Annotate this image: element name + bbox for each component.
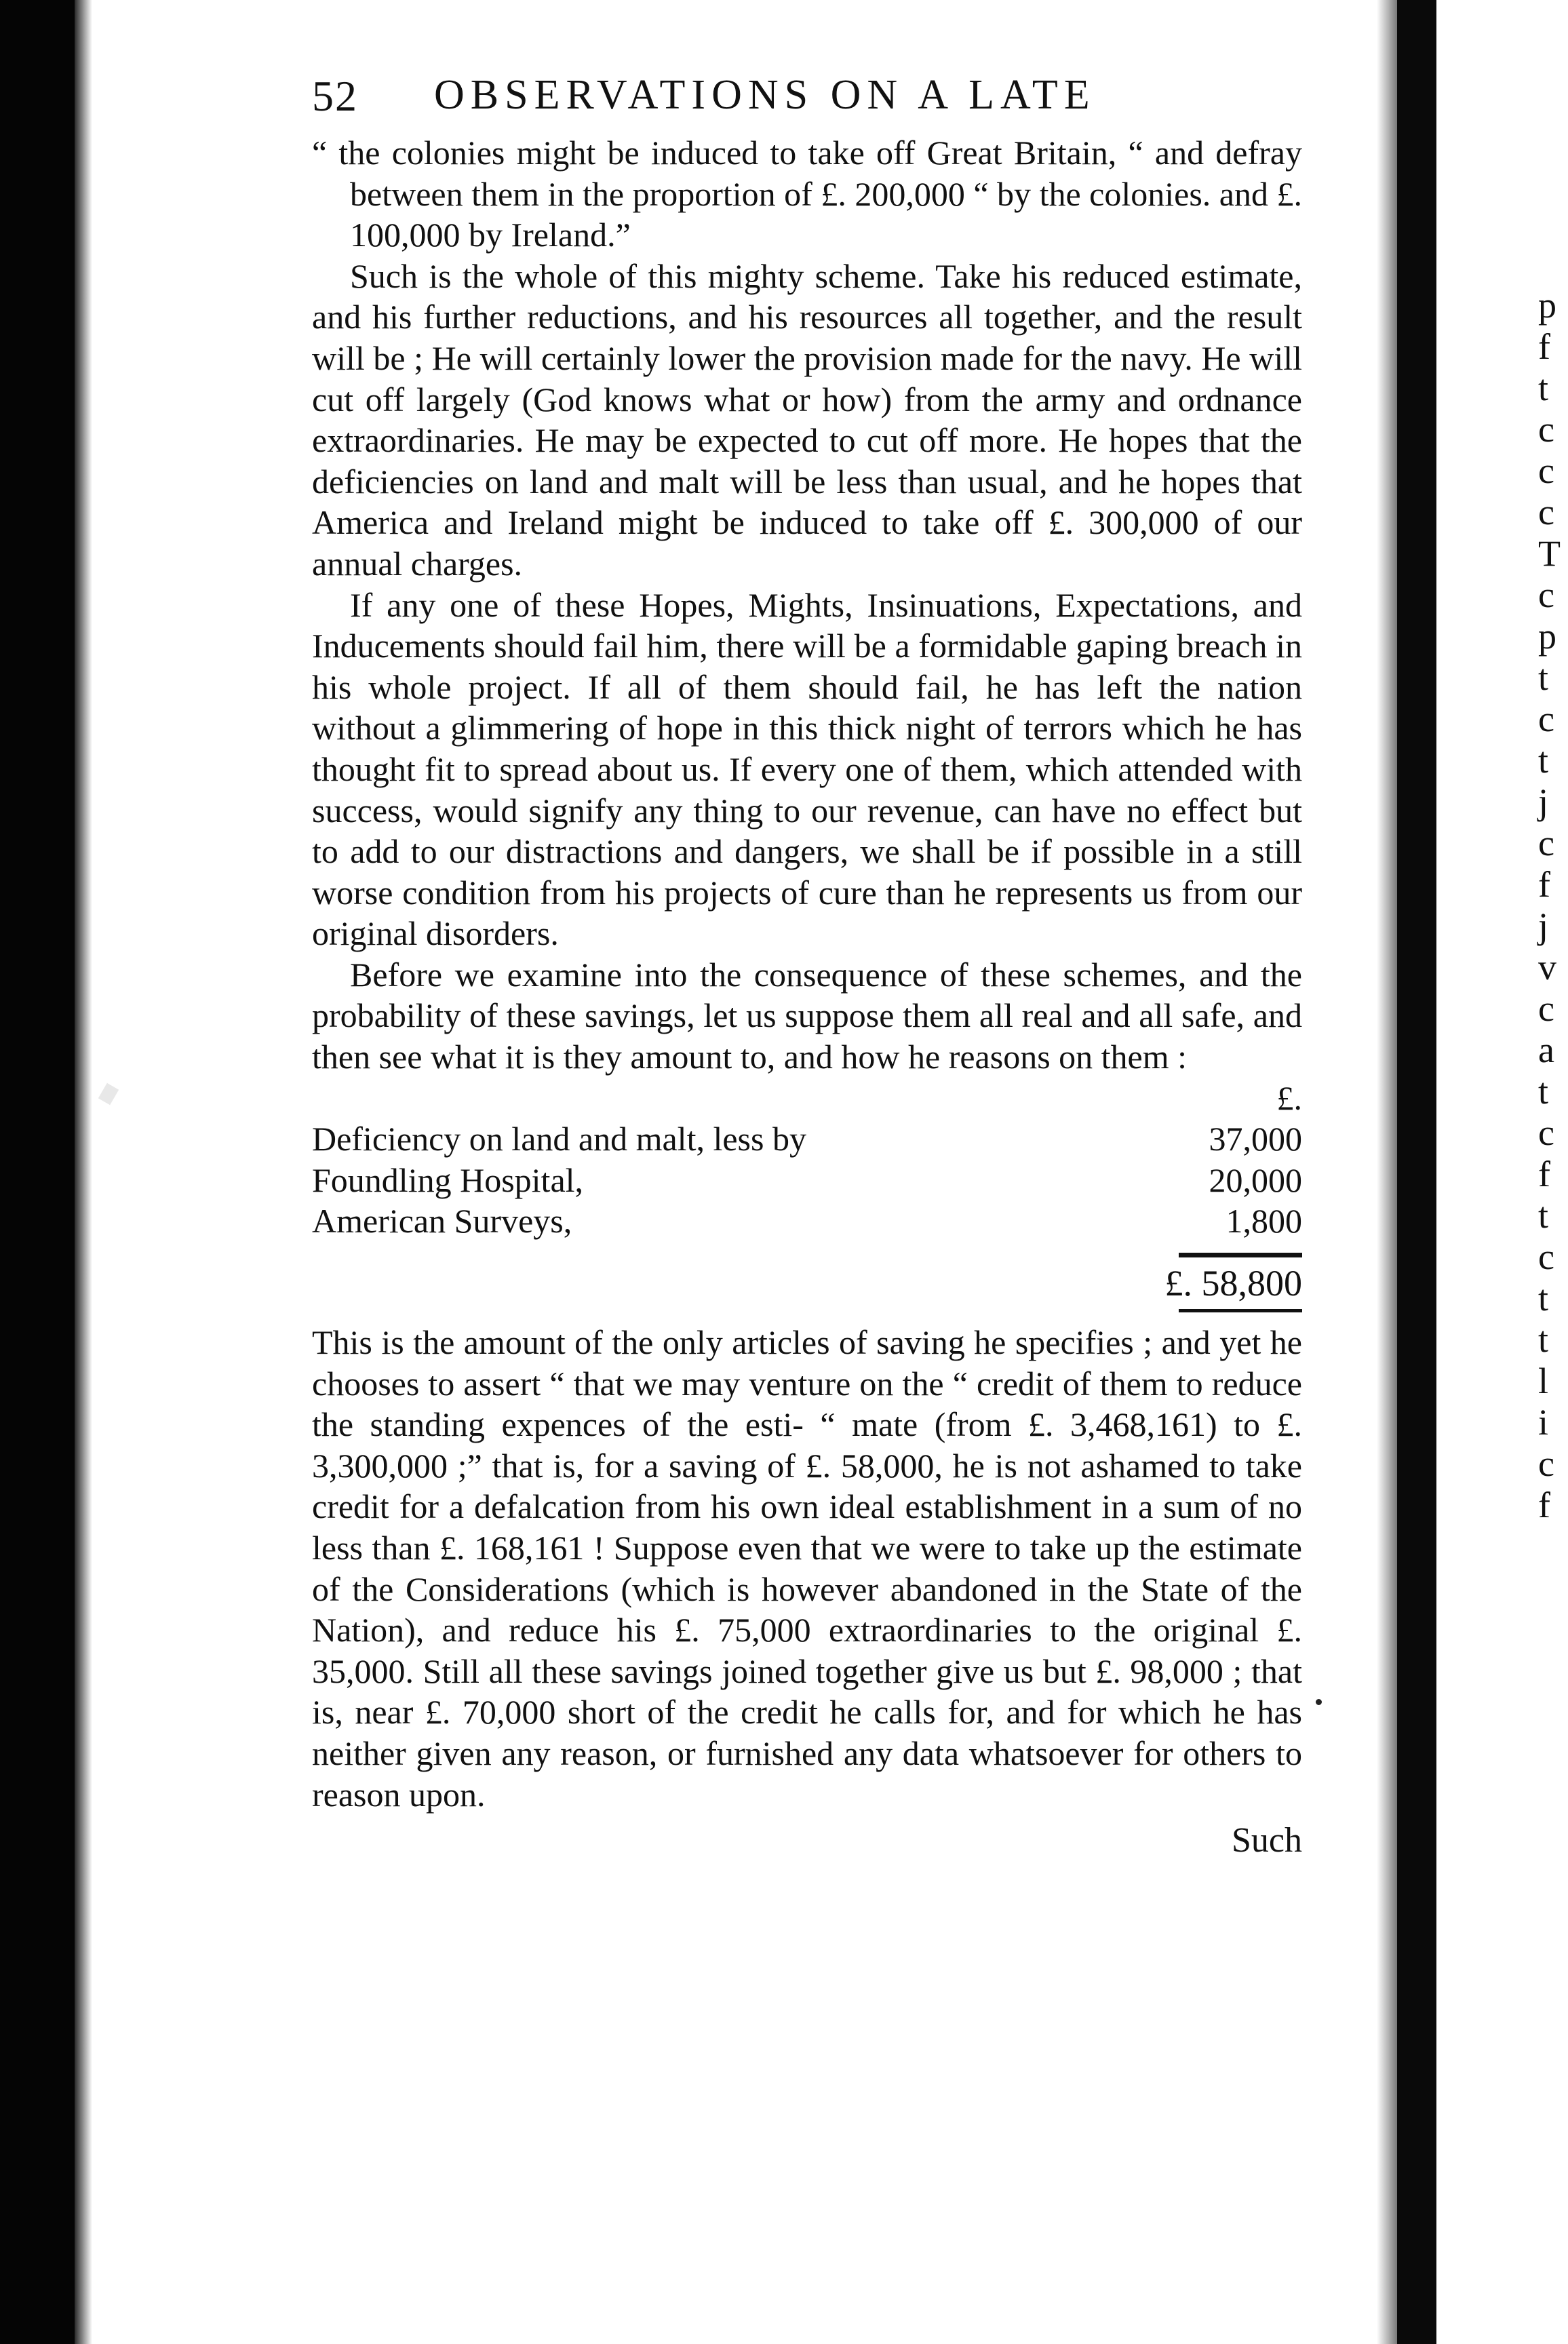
scan-left-margin-fade	[75, 0, 92, 2344]
facing-page-letter: c	[1538, 409, 1554, 450]
facing-page-letter: t	[1538, 1195, 1549, 1236]
facing-page-letter: v	[1538, 947, 1556, 988]
facing-page-letter: f	[1538, 864, 1550, 905]
facing-page-letter: t	[1538, 657, 1549, 698]
savings-row-amount: 20,000	[1209, 1160, 1302, 1199]
paper-mark	[98, 1083, 119, 1106]
savings-total: £. 58,800	[1164, 1263, 1302, 1304]
paragraph-amount-of-articles: This is the amount of the only articles of saving he specifies ; and yet he chooses to assert “ that we may venture on the “ credit of them to reduce the standing expences of the esti- “ mate (from £. 3,468,161) to £. 3,300,000 ;” that is, for a saving of £. 58,000, he is not ashamed to take credit for a defalcation from his own ideal establishment in a sum of no less than £. 168,161 ! Suppose even that we were to take up the estimate of the Considerations (which is however abandoned in the State of the Nation), and reduce his £. 75,000 extraordinaries to the original £. 35,000. Still all these savings joined together give us but £. 98,000 ; that is, near £. 70,000 short of the credit he calls for, and for which he has neither given any reason, or furnished any data whatsoever for others to reason upon.	[312, 1323, 1302, 1814]
facing-page-letter: f	[1538, 326, 1550, 367]
facing-page-letter: j	[1538, 781, 1549, 822]
facing-page-letter: l	[1538, 1361, 1549, 1401]
facing-page-letter: c	[1538, 450, 1554, 491]
facing-page-letter: c	[1538, 492, 1554, 532]
facing-page-letter: c	[1538, 988, 1554, 1029]
paragraph-mighty-scheme: Such is the whole of this mighty scheme. Take his reduced estimate, and his further reductions, and his resources all together, and the result will be ; He will certainly lower the provision made for the navy. He will cut off largely (God knows what or how) from the army and ordnance extraordinaries. He may be expected to cut off more. He hopes that the deficiencies on land and malt will be less than usual, and he hopes that America and Ireland might be induced to take off £. 300,000 of our annual charges.	[312, 256, 1302, 583]
facing-page-letter: f	[1538, 1485, 1550, 1525]
page-header	[312, 71, 1302, 132]
facing-page-letter: c	[1538, 574, 1554, 615]
savings-row	[312, 1160, 1302, 1201]
savings-row-label: Deficiency on land and malt, less by	[312, 1120, 806, 1158]
page-number: 52	[312, 72, 358, 120]
savings-table-unit-row	[312, 1078, 1302, 1119]
facing-page-letter: c	[1538, 1236, 1554, 1277]
binding-gutter	[1397, 0, 1436, 2344]
binding-gutter-fade	[1377, 0, 1397, 2344]
facing-page-letter: c	[1538, 823, 1554, 863]
savings-table	[312, 1078, 1302, 1312]
ink-speck	[1316, 1699, 1322, 1705]
savings-row-amount: 37,000	[1209, 1120, 1302, 1158]
currency-unit: £.	[1276, 1078, 1302, 1117]
paragraph-before-we-examine: Before we examine into the consequence of these schemes, and the probability of these savings, let us suppose them all real and all safe, and then see what it is they amount to, and how he reasons on them :	[312, 955, 1302, 1076]
sum-rule-bottom	[1179, 1309, 1302, 1312]
facing-page-letter: c	[1538, 699, 1554, 739]
facing-page-letter: t	[1538, 740, 1549, 781]
facing-page-letter: j	[1538, 905, 1549, 946]
facing-page-letter: t	[1538, 1278, 1549, 1318]
body-text-continued	[312, 1322, 1302, 1815]
savings-row	[312, 1200, 1302, 1242]
scan-left-margin	[0, 0, 75, 2344]
facing-page-letter: T	[1538, 533, 1561, 574]
savings-row-label: Foundling Hospital,	[312, 1160, 584, 1199]
paragraph-hopes-mights: If any one of these Hopes, Mights, Insinuations, Expectations, and Inducements should fail him, there will be a formidable gaping breach in his whole project. If all of them should fail, he has left the nation without a glimmering of hope in this thick night of terrors which he has thought fit to spread about us. If every one of them, which attended with success, would signify any thing to our revenue, can have no effect but to add to our distractions and dangers, we shall be if possible in a still worse condition from his projects of cure than he represents us from our original disorders.	[312, 585, 1302, 953]
sum-rule-top	[1179, 1253, 1302, 1257]
book-page	[312, 71, 1302, 1862]
facing-page-letter: p	[1538, 616, 1556, 657]
facing-page-letter: p	[1538, 285, 1556, 326]
body-text	[312, 132, 1302, 1078]
facing-page-letter: c	[1538, 1112, 1554, 1153]
paragraph-quote-continuation: “ the colonies might be induced to take off Great Britain, “ and defray between them in the proportion of £. 200,000 “ by the colonies. and £. 100,000 by Ireland.”	[312, 134, 1302, 254]
facing-page-letter: a	[1538, 1030, 1554, 1070]
facing-page-letter: t	[1538, 1319, 1549, 1360]
savings-row-amount: 1,800	[1226, 1202, 1302, 1241]
savings-row	[312, 1118, 1302, 1160]
savings-row-label: American Surveys,	[312, 1202, 572, 1241]
facing-page-letter: c	[1538, 1443, 1554, 1484]
running-head: OBSERVATIONS ON A LATE	[434, 72, 1096, 118]
facing-page-letter: t	[1538, 368, 1549, 408]
facing-page-letter: t	[1538, 1071, 1549, 1112]
facing-page-letter: f	[1538, 1154, 1550, 1194]
catchword: Such	[1232, 1821, 1302, 1860]
facing-page-letter: i	[1538, 1402, 1549, 1443]
